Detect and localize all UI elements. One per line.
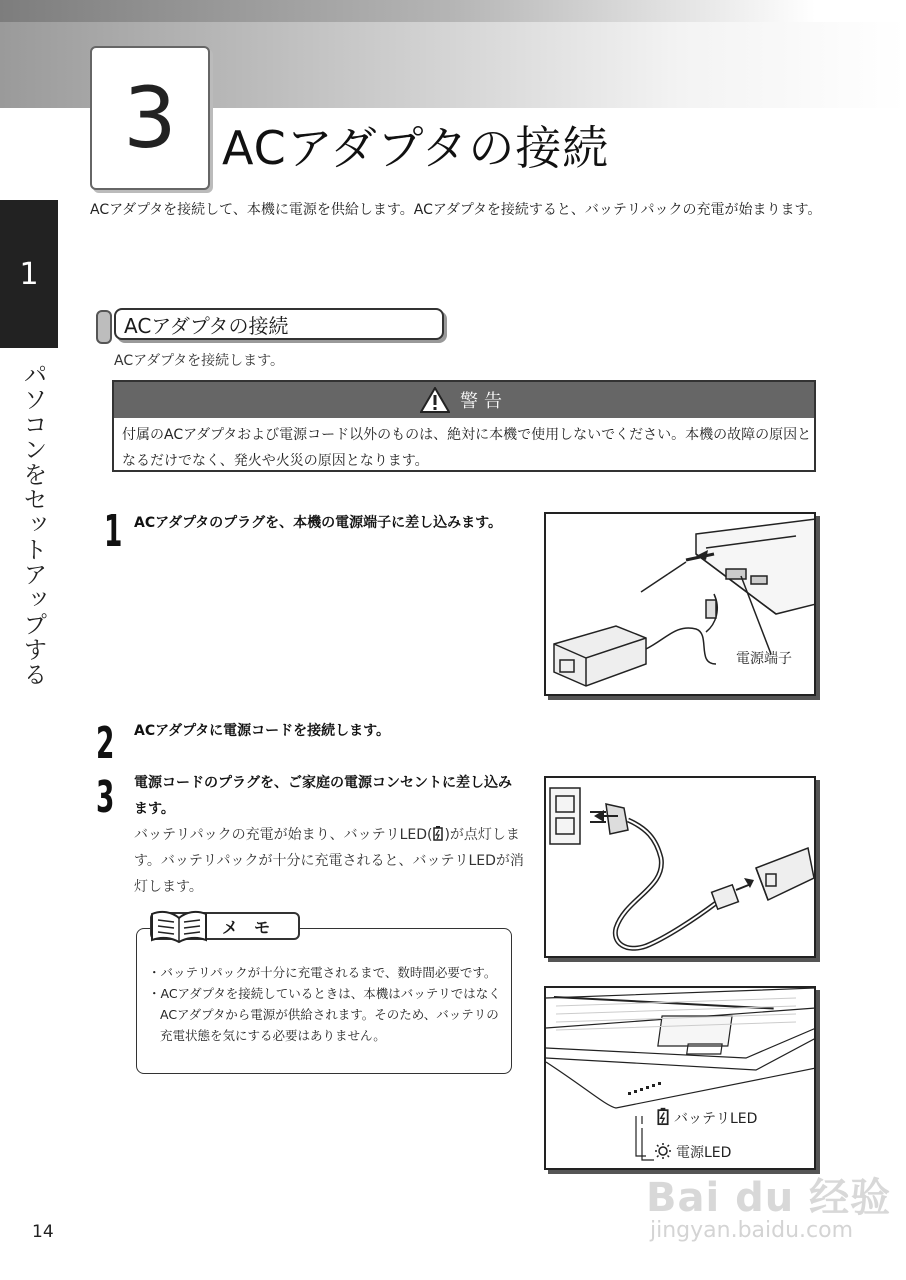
side-tab[interactable]: [0, 200, 58, 348]
section-title: ACアダプタの接続: [114, 308, 444, 340]
warning-triangle-icon: [420, 387, 450, 413]
warning-header: [114, 382, 814, 418]
chapter-number-box: [90, 46, 210, 190]
memo-heading: メモ: [222, 918, 287, 937]
step-3-detail-part2: )が点灯します。バッテリパックが十分に充電されると、バッテリLEDが消灯します。: [134, 827, 524, 895]
chapter-title: ACアダプタの接続: [222, 121, 610, 175]
watermark-url: jingyan.baidu.com: [650, 1218, 854, 1243]
header-strip: [0, 0, 906, 22]
power-led-icon: [654, 1142, 672, 1160]
book-icon: [148, 910, 210, 944]
section-subtitle: ACアダプタを接続します。: [114, 353, 285, 369]
adapter-pc-illustration: [546, 514, 816, 696]
step-2-text: ACアダプタに電源コードを接続します。: [134, 723, 391, 739]
step-3-number: 3: [96, 772, 115, 823]
watermark-brand: Bai du 经验: [646, 1175, 892, 1221]
step-1-text: ACアダプタのプラグを、本機の電源端子に差し込みます。: [134, 515, 503, 531]
figure-led-indicators: [544, 986, 816, 1170]
power-jack-label: 電源端子: [736, 651, 792, 667]
chapter-number: 3: [123, 69, 177, 167]
warning-heading: 警告: [460, 391, 508, 412]
power-led-label: 電源LED: [676, 1145, 732, 1161]
page-number: 14: [32, 1222, 54, 1242]
section-marker: [96, 310, 112, 344]
memo-item: ・ACアダプタを接続しているときは、本機はバッテリではなくACアダプタから電源が供給されます。そのため、バッテリの充電状態を気にする必要はありません。: [148, 986, 501, 1043]
figure-adapter-to-pc: [544, 512, 816, 696]
outlet-illustration: [546, 778, 816, 958]
step-2-number: 2: [96, 718, 115, 769]
battery-led-icon: [432, 825, 444, 841]
battery-led-icon: [656, 1106, 670, 1126]
memo-list: [148, 962, 504, 1046]
warning-box: [112, 380, 816, 472]
memo-item: ・バッテリパックが十分に充電されるまで、数時間必要です。: [148, 965, 497, 980]
step-3-detail: [134, 822, 526, 900]
chapter-intro: ACアダプタを接続して、本機に電源を供給します。ACアダプタを接続すると、バッテリパックの充電が始まります。: [90, 202, 822, 218]
side-tab-label: パソコンをセットアップする: [19, 362, 47, 687]
figure-cord-to-outlet: [544, 776, 816, 958]
side-tab-number: 1: [19, 256, 39, 292]
battery-led-label: バッテリLED: [674, 1111, 758, 1127]
step-3-text: 電源コードのプラグを、ご家庭の電源コンセントに差し込みます。: [134, 775, 512, 817]
step-3-detail-part1: バッテリパックの充電が始まり、バッテリLED(: [134, 827, 433, 843]
step-1-number: 1: [104, 506, 123, 557]
warning-text: 付属のACアダプタおよび電源コード以外のものは、絶対に本機で使用しないでください。本機の故障の原因となるだけでなく、発火や火災の原因となります。: [122, 427, 812, 469]
